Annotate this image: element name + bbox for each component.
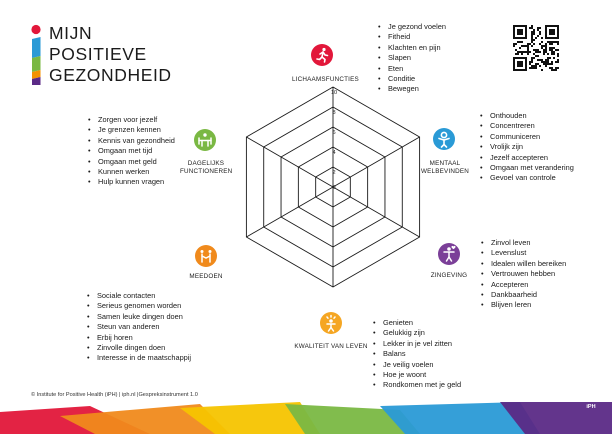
list-item: • Levenslust	[491, 248, 566, 258]
list-item: • Kunnen werken	[98, 167, 175, 177]
list-item: • Interesse in de maatschappij	[97, 353, 191, 363]
dimension-title-kwaliteit: KWALITEIT VAN LEVEN	[294, 343, 368, 350]
list-item: • Gelukkig zijn	[383, 328, 461, 338]
list-item: • Vertrouwen hebben	[491, 269, 566, 279]
person-at-table-icon	[194, 129, 216, 151]
list-item: • Steun van anderen	[97, 322, 191, 332]
list-item: • Eten	[388, 64, 446, 74]
list-item: • Fitheid	[388, 32, 446, 42]
list-item: • Erbij horen	[97, 333, 191, 343]
dimension-title-dagelijks	[180, 160, 232, 176]
running-person-icon	[311, 44, 333, 66]
radar-spoke	[246, 185, 336, 237]
bullets-zingeving	[481, 238, 566, 311]
list-item: • Sociale contacten	[97, 291, 191, 301]
dimension-title-mentaal	[421, 160, 469, 176]
list-item: • Vrolijk zijn	[490, 142, 574, 152]
dimension-title-line: WELBEVINDEN	[421, 168, 470, 175]
scale-label: 2	[332, 170, 336, 176]
list-item: • Zinvolle dingen doen	[97, 343, 191, 353]
list-item: • Zinvol leven	[491, 238, 566, 248]
scale-label: 0	[332, 185, 336, 191]
bullets-mentaal	[480, 111, 574, 184]
dimension-title-zingeving: ZINGEVING	[430, 272, 468, 279]
dimension-title-lichaamsfuncties: LICHAAMSFUNCTIES	[292, 76, 359, 83]
logo-line-2: POSITIEVE	[49, 44, 147, 64]
list-item: • Kennis van gezondheid	[98, 136, 175, 146]
list-item: • Concentreren	[490, 121, 574, 131]
list-item: • Dankbaarheid	[491, 290, 566, 300]
scale-label: 10	[330, 90, 338, 96]
dimension-title-meedoen: MEEDOEN	[189, 273, 223, 280]
list-item: • Slapen	[388, 53, 446, 63]
list-item: • Je grenzen kennen	[98, 125, 175, 135]
list-item: • Omgaan met geld	[98, 157, 175, 167]
scale-label: 6	[332, 130, 336, 136]
list-item: • Gevoel van controle	[490, 173, 574, 183]
footer-credit: © Institute for Positive Health (iPH) | iph.nl |Gespreksinstrument 1.0	[31, 392, 198, 398]
person-heart-icon	[438, 243, 460, 265]
colored-band	[0, 402, 612, 434]
list-item: • Klachten en pijn	[388, 43, 446, 53]
list-item: • Genieten	[383, 318, 461, 328]
list-item: • Hoe je woont	[383, 370, 461, 380]
list-item: • Idealen willen bereiken	[491, 259, 566, 269]
radar-spoke	[246, 137, 336, 187]
bullets-kwaliteit	[373, 318, 461, 391]
person-sun-icon	[320, 312, 342, 334]
dimension-title-line: FUNCTIONEREN	[180, 168, 233, 175]
list-item: • Communiceren	[490, 132, 574, 142]
logo-line-3: GEZONDHEID	[49, 65, 172, 85]
list-item: • Hulp kunnen vragen	[98, 177, 175, 187]
scale-label: 8	[332, 110, 336, 116]
bullets-meedoen	[87, 291, 191, 364]
list-item: • Accepteren	[491, 280, 566, 290]
list-item: • Jezelf accepteren	[490, 153, 574, 163]
radar-spoke	[333, 137, 420, 187]
person-head-icon	[433, 128, 455, 150]
list-item: • Je veilig voelen	[383, 360, 461, 370]
dimension-title-line: DAGELIJKS	[187, 160, 225, 167]
iph-badge	[584, 404, 598, 418]
list-item: • Onthouden	[490, 111, 574, 121]
bullets-lichaamsfuncties	[378, 22, 446, 95]
bullets-dagelijks	[88, 115, 175, 188]
people-together-icon	[195, 245, 217, 267]
scale-label: 4	[332, 150, 336, 156]
list-item: • Samen leuke dingen doen	[97, 312, 191, 322]
list-item: • Rondkomen met je geld	[383, 380, 461, 390]
list-item: • Conditie	[388, 74, 446, 84]
list-item: • Zorgen voor jezelf	[98, 115, 175, 125]
list-item: • Lekker in je vel zitten	[383, 339, 461, 349]
logo-line-1: MIJN	[49, 23, 93, 43]
list-item: • Serieus genomen worden	[97, 301, 191, 311]
list-item: • Blijven leren	[491, 300, 566, 310]
list-item: • Bewegen	[388, 84, 446, 94]
dimension-title-line: MENTAAL	[429, 160, 461, 167]
list-item: • Omgaan met tijd	[98, 146, 175, 156]
list-item: • Balans	[383, 349, 461, 359]
iph-badge-label: iPH	[586, 404, 596, 410]
radar-spoke	[333, 187, 420, 237]
list-item: • Omgaan met verandering	[490, 163, 574, 173]
list-item: • Je gezond voelen	[388, 22, 446, 32]
